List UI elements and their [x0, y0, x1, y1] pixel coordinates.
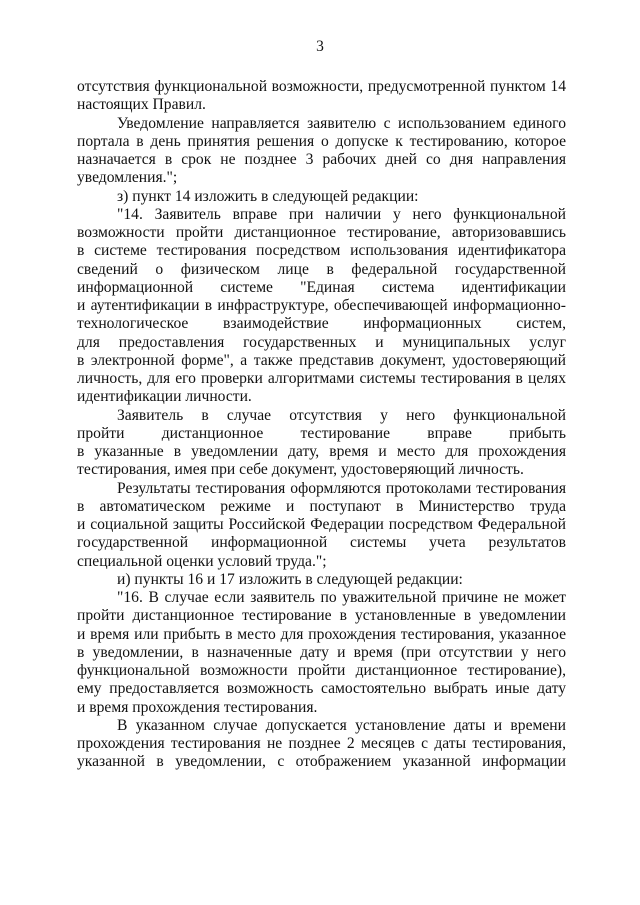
text-line: и время прохождения тестирования. — [77, 698, 318, 716]
text-line: з) пункт 14 изложить в следующей редакции: — [117, 187, 419, 205]
text-line: В указанном случае допускается установление даты и времени — [117, 716, 566, 734]
text-line: Результаты тестирования оформляются протоколами тестирования — [117, 479, 566, 497]
text-line: в указанные в уведомлении дату, время и место для прохождения — [77, 443, 566, 460]
text-line: пройти дистанционное тестирование в установленные в уведомлении — [77, 607, 566, 625]
text-line: личность, для его проверки алгоритмами системы тестирования в целях — [77, 370, 566, 387]
text-line: в системе тестирования посредством использования идентификатора — [77, 242, 566, 260]
text-line: в автоматическом режиме и поступают в Министерство труда — [77, 497, 566, 515]
paragraph — [77, 78, 566, 115]
paragraph — [77, 717, 566, 772]
paragraph — [77, 571, 566, 589]
text-line: пройти дистанционное тестирование вправе прибыть — [77, 424, 566, 442]
document-body — [77, 78, 566, 772]
page-number: 3 — [316, 38, 324, 55]
text-line: прохождения тестирования не позднее 2 месяцев с даты тестирования, — [77, 735, 566, 752]
paragraph — [77, 407, 566, 480]
text-line: "14. Заявитель вправе при наличии у него функциональной — [117, 205, 566, 223]
text-line: функциональной возможности пройти дистанционное тестирование), — [77, 662, 566, 679]
text-line: настоящих Правил. — [77, 96, 206, 114]
paragraph — [77, 480, 566, 571]
text-line: технологическое взаимодействие информационных систем, — [77, 315, 566, 333]
text-line: "16. В случае если заявитель по уважительной причине не может — [117, 589, 566, 606]
text-line: и время или прибыть в место для прохождения тестирования, указанное — [77, 625, 566, 643]
paragraph — [77, 115, 566, 188]
text-line: возможности пройти дистанционное тестирование, авторизовавшись — [77, 224, 566, 241]
text-line: тестирования, имея при себе документ, удостоверяющий личность. — [77, 461, 524, 479]
paragraph — [77, 188, 566, 206]
text-line: Уведомление направляется заявителю с использованием единого — [117, 114, 566, 132]
text-line: назначается в срок не позднее 3 рабочих дней со дня направления — [77, 151, 566, 168]
text-line: государственной информационной системы учета результатов — [77, 534, 566, 552]
text-line: в уведомлении, в назначенные дату и время (при отсутствии у него — [77, 643, 566, 661]
text-line: Заявитель в случае отсутствия у него функциональной — [117, 406, 566, 424]
text-line: специальной оценки условий труда."; — [77, 552, 327, 570]
text-line: и социальной защиты Российской Федерации посредством Федеральной — [77, 516, 566, 533]
text-line: идентификации личности. — [77, 388, 252, 406]
text-line: уведомления."; — [77, 169, 178, 187]
text-line: ему предоставляется возможность самостоятельно выбрать иные дату — [77, 680, 566, 698]
text-line: для предоставления государственных и муниципальных услуг — [77, 333, 566, 351]
paragraph — [77, 589, 566, 717]
text-line: информационной системе "Единая система идентификации — [77, 278, 566, 296]
text-line: портала в день принятия решения о допуске к тестированию, которое — [77, 132, 566, 150]
text-line: сведений о физическом лице в федеральной государственной — [77, 260, 566, 278]
text-line: и аутентификации в инфраструктуре, обеспечивающей информационно- — [77, 297, 566, 314]
paragraph — [77, 206, 566, 407]
text-line: отсутствия функциональной возможности, предусмотренной пунктом 14 — [77, 78, 566, 95]
text-line: и) пункты 16 и 17 изложить в следующей редакции: — [117, 570, 463, 588]
text-line: указанной в уведомлении, с отображением указанной информации — [77, 753, 566, 771]
text-line: в электронной форме", а также представив документ, удостоверяющий — [77, 351, 566, 369]
